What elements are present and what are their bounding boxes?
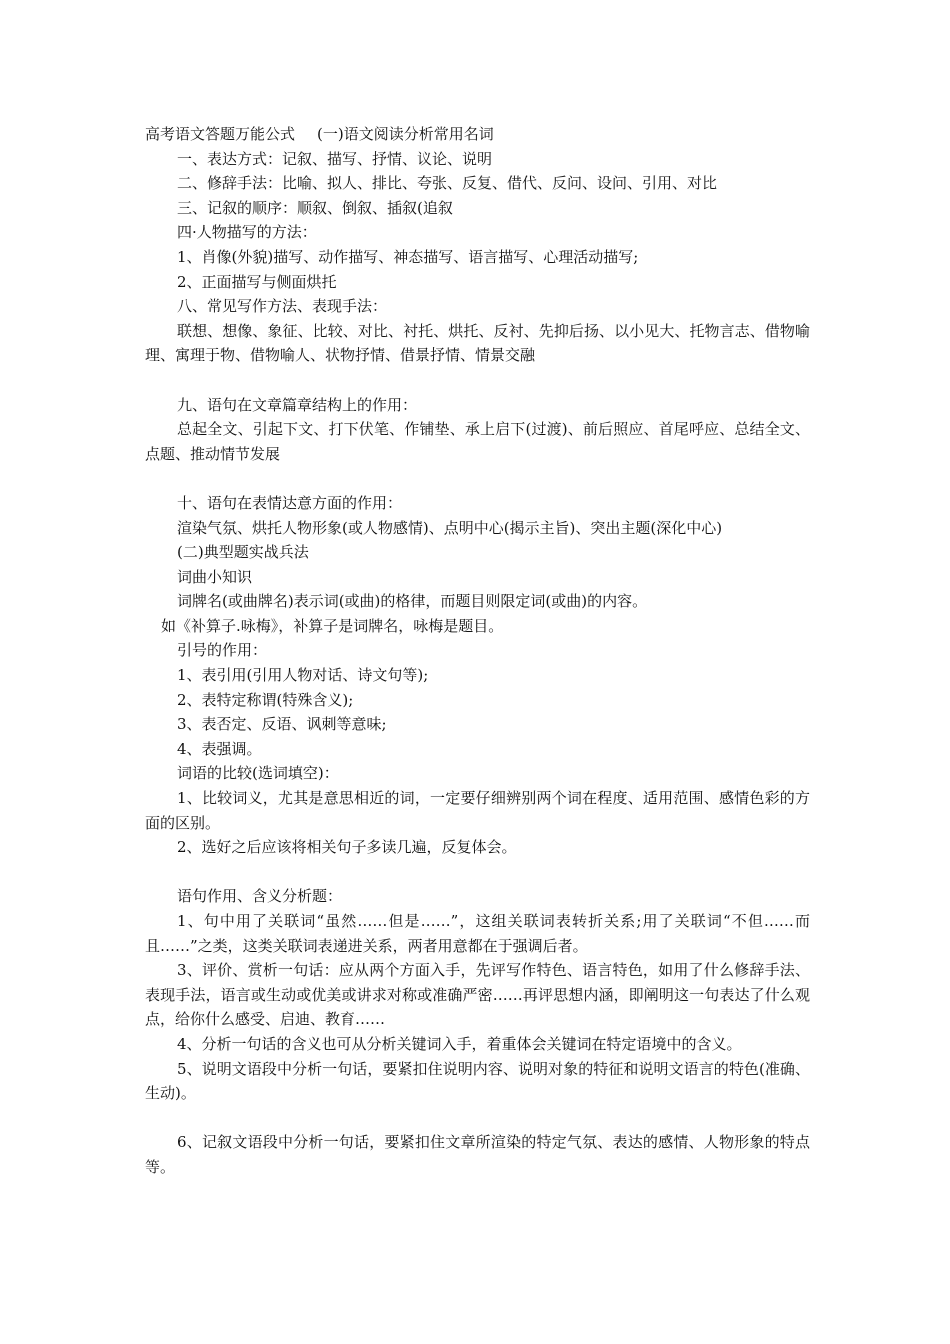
- text-line: 渲染气氛、烘托人物形象(或人物感情)、点明中心(揭示主旨)、突出主题(深化中心): [177, 518, 723, 537]
- text-line: 三、记叙的顺序：顺叙、倒叙、插叙(追叙: [177, 198, 453, 217]
- text-line: 3、表否定、反语、讽刺等意味;: [177, 715, 387, 734]
- text-line: 四·人物描写的方法：: [177, 223, 317, 242]
- text-line: 1、肖像(外貌)描写、动作描写、神态描写、语言描写、心理活动描写;: [177, 247, 639, 266]
- section-heading-2: (二)典型题实战兵法: [177, 543, 309, 562]
- text-line: 4、分析一句话的含义也可从分析关键词入手，着重体会关键词在特定语境中的含义。: [177, 1034, 742, 1053]
- paragraph: 6、记叙文语段中分析一句话，要紧扣住文章所渲染的特定气氛、表达的感情、人物形象的特点等。: [145, 1133, 810, 1176]
- text-line: 1、表引用(引用人物对话、诗文句等);: [177, 666, 429, 685]
- blank-line: [145, 368, 810, 393]
- text-line: 4、表强调。: [177, 739, 262, 758]
- text-line: 词牌名(或曲牌名)表示词(或曲)的格律，而题目则限定词(或曲)的内容。: [177, 592, 648, 611]
- text-line: 2、选好之后应该将相关句子多读几遍，反复体会。: [177, 838, 517, 857]
- document-title: 高考语文答题万能公式: [145, 125, 296, 143]
- text-line: 二、修辞手法：比喻、拟人、排比、夸张、反复、借代、反问、设问、引用、对比: [177, 174, 718, 193]
- text-line: 引号的作用：: [177, 641, 268, 660]
- text-line: 词曲小知识: [177, 567, 253, 586]
- text-line: 八、常见写作方法、表现手法：: [177, 297, 388, 316]
- text-line: 2、正面描写与侧面烘托: [177, 272, 337, 291]
- paragraph: 1、比较词义，尤其是意思相近的词，一定要仔细辨别两个词在程度、适用范围、感情色彩的方面的区别。: [145, 789, 810, 832]
- text-line: 词语的比较(选词填空)：: [177, 764, 339, 783]
- document-body: [145, 122, 810, 1180]
- paragraph: 联想、想像、象征、比较、对比、衬托、烘托、反衬、先抑后扬、以小见大、托物言志、借物喻理、寓理于物、借物喻人、状物抒情、借景抒情、情景交融: [145, 321, 810, 365]
- paragraph: 5、说明文语段中分析一句话，要紧扣住说明内容、说明对象的特征和说明文语言的特色(准确、生动)。: [145, 1059, 810, 1103]
- blank-line: [145, 1106, 810, 1131]
- title-line: [145, 122, 810, 147]
- paragraph: 总起全文、引起下文、打下伏笔、作铺垫、承上启下(过渡)、前后照应、首尾呼应、总结全文、点题、推动情节发展: [145, 420, 810, 463]
- section-heading-1: (一)语文阅读分析常用名词: [317, 125, 494, 143]
- text-line: 九、语句在文章篇章结构上的作用：: [177, 395, 418, 414]
- paragraph: 3、评价、赏析一句话：应从两个方面入手，先评写作特色、语言特色，如用了什么修辞手法、表现手法，语言或生动或优美或讲求对称或准确严密……再评思想内涵，即阐明这一句表达了什么观点，给你什么感受、启迪、教育……: [145, 961, 810, 1029]
- text-line: 语句作用、含义分析题：: [177, 887, 343, 906]
- blank-line: [145, 466, 810, 491]
- paragraph: 1、句中用了关联词“虽然……但是……”，这组关联词表转折关系;用了关联词“不但……而且……”之类，这类关联词表递进关系，两者用意都在于强调后者。: [145, 912, 810, 955]
- text-line: 十、语句在表情达意方面的作用：: [177, 493, 403, 512]
- blank-line: [145, 860, 810, 885]
- text-line: 如《补算子.咏梅》，补算子是词牌名，咏梅是题目。: [161, 616, 504, 635]
- text-line: 一、表达方式：记叙、描写、抒情、议论、说明: [177, 149, 493, 168]
- text-line: 2、表特定称谓(特殊含义);: [177, 690, 354, 709]
